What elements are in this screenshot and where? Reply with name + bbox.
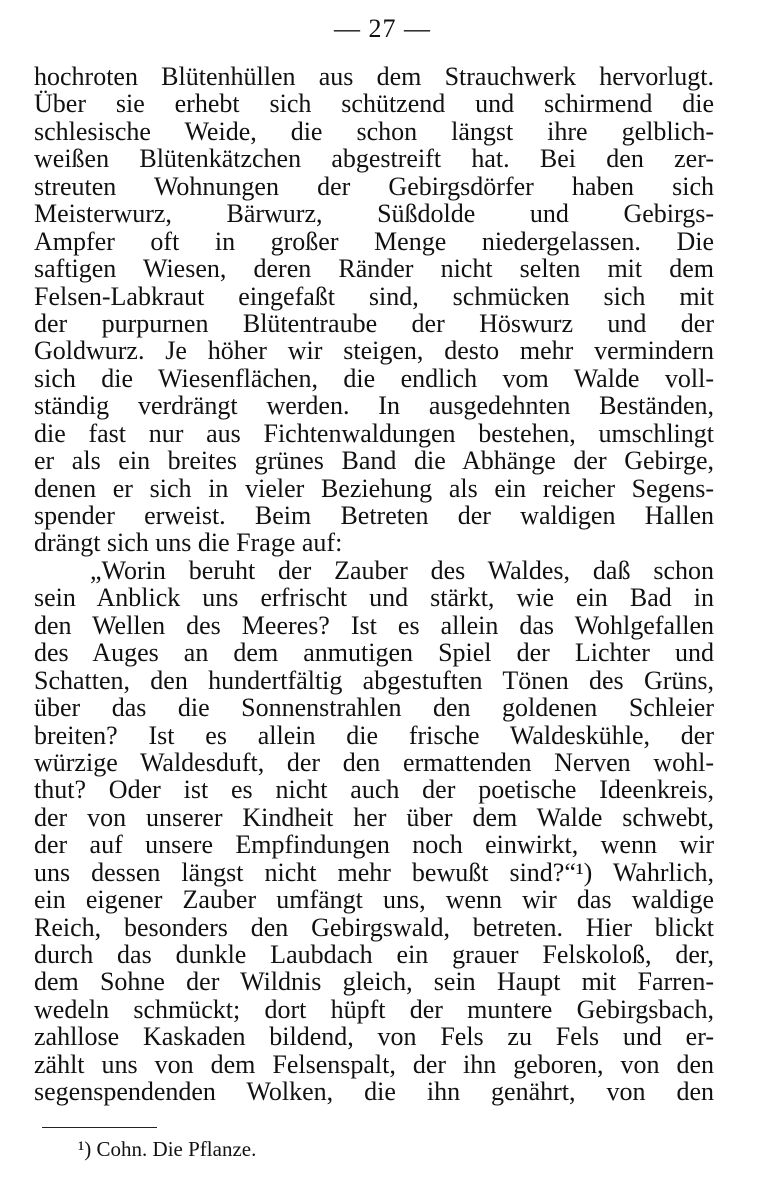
text-line: den Wellen des Meeres? Ist es allein das Wohlgefallen — [34, 610, 714, 640]
text-line: breiten? Ist es allein die frische Waldeskühle, der — [34, 720, 714, 750]
text-line: der auf unsere Empfindungen noch einwirkt, wenn wir — [34, 830, 714, 860]
text-line: saftigen Wiesen, deren Ränder nicht selten mit dem — [34, 254, 714, 284]
text-line: Meisterwurz, Bärwurz, Süßdolde und Gebirgs- — [34, 199, 714, 229]
text-line: weißen Blütenkätzchen abgestreift hat. Bei den zer- — [34, 144, 714, 174]
text-line: die fast nur aus Fichtenwaldungen bestehen, umschlingt — [34, 418, 714, 448]
text-line: drängt sich uns die Frage auf: — [34, 528, 343, 558]
text-line: schlesische Weide, die schon längst ihre gelblich- — [34, 116, 714, 146]
text-line: hochroten Blütenhüllen aus dem Strauchwerk hervorlugt. — [34, 62, 714, 91]
text-line: thut? Oder ist es nicht auch der poetische Ideenkreis, — [34, 775, 714, 805]
text-line: Reich, besonders den Gebirgswald, betreten. Hier blickt — [34, 912, 714, 942]
text-line: zählt uns von dem Felsenspalt, der ihn geboren, von den — [34, 1049, 714, 1079]
text-line: ein eigener Zauber umfängt uns, wenn wir das waldige — [34, 885, 714, 915]
text-line: über das die Sonnenstrahlen den goldenen Schleier — [34, 693, 714, 723]
footnote-divider — [42, 1127, 157, 1128]
text-line: ständig verdrängt werden. In ausgedehnten Beständen, — [34, 391, 714, 421]
text-line: spender erweist. Beim Betreten der waldigen Hallen — [34, 501, 714, 530]
text-line: er als ein breites grünes Band die Abhänge der Gebirge, — [34, 446, 714, 476]
text-line: sich die Wiesenflächen, die endlich vom Walde voll- — [34, 363, 714, 393]
text-line: segenspendenden Wolken, die ihn genährt, von den — [34, 1077, 714, 1107]
text-line: dem Sohne der Wildnis gleich, sein Haupt mit Farren- — [34, 967, 714, 997]
text-line: würzige Waldesduft, der den ermattenden Nerven wohl- — [34, 747, 714, 777]
text-line: uns dessen längst nicht mehr bewußt sind?“¹) Wahrlich, — [34, 857, 714, 887]
text-line: Goldwurz. Je höher wir steigen, desto mehr vermindern — [34, 336, 714, 366]
text-line: zahllose Kaskaden bildend, von Fels zu Fels und er- — [34, 1022, 714, 1052]
text-line: Über sie erhebt sich schützend und schirmend die — [34, 89, 714, 119]
text-line: Felsen-Labkraut eingefaßt sind, schmücken sich mit — [34, 281, 714, 311]
text-line: durch das dunkle Laubdach ein grauer Felskoloß, der, — [34, 940, 714, 969]
text-line: des Auges an dem anmutigen Spiel der Lichter und — [34, 638, 714, 668]
body-text — [34, 63, 714, 1106]
text-line: Schatten, den hundertfältig abgestuften Tönen des Grüns, — [34, 665, 714, 695]
page-number-header: — 27 — — [334, 14, 431, 43]
text-line: der purpurnen Blütentraube der Höswurz und der — [34, 308, 714, 338]
text-line: der von unserer Kindheit her über dem Walde schwebt, — [34, 802, 714, 832]
footnote: ¹) Cohn. Die Pflanze. — [78, 1137, 257, 1161]
text-line: sein Anblick uns erfrischt und stärkt, wie ein Bad in — [34, 583, 714, 613]
text-line: streuten Wohnungen der Gebirgsdörfer haben sich — [34, 171, 714, 201]
text-line: denen er sich in vieler Beziehung als ein reicher Segens- — [34, 473, 714, 503]
text-line: wedeln schmückt; dort hüpft der muntere Gebirgsbach, — [34, 994, 714, 1024]
text-line: „Worin beruht der Zauber des Waldes, daß schon — [90, 555, 714, 585]
text-line: Ampfer oft in großer Menge niedergelassen. Die — [34, 226, 714, 256]
